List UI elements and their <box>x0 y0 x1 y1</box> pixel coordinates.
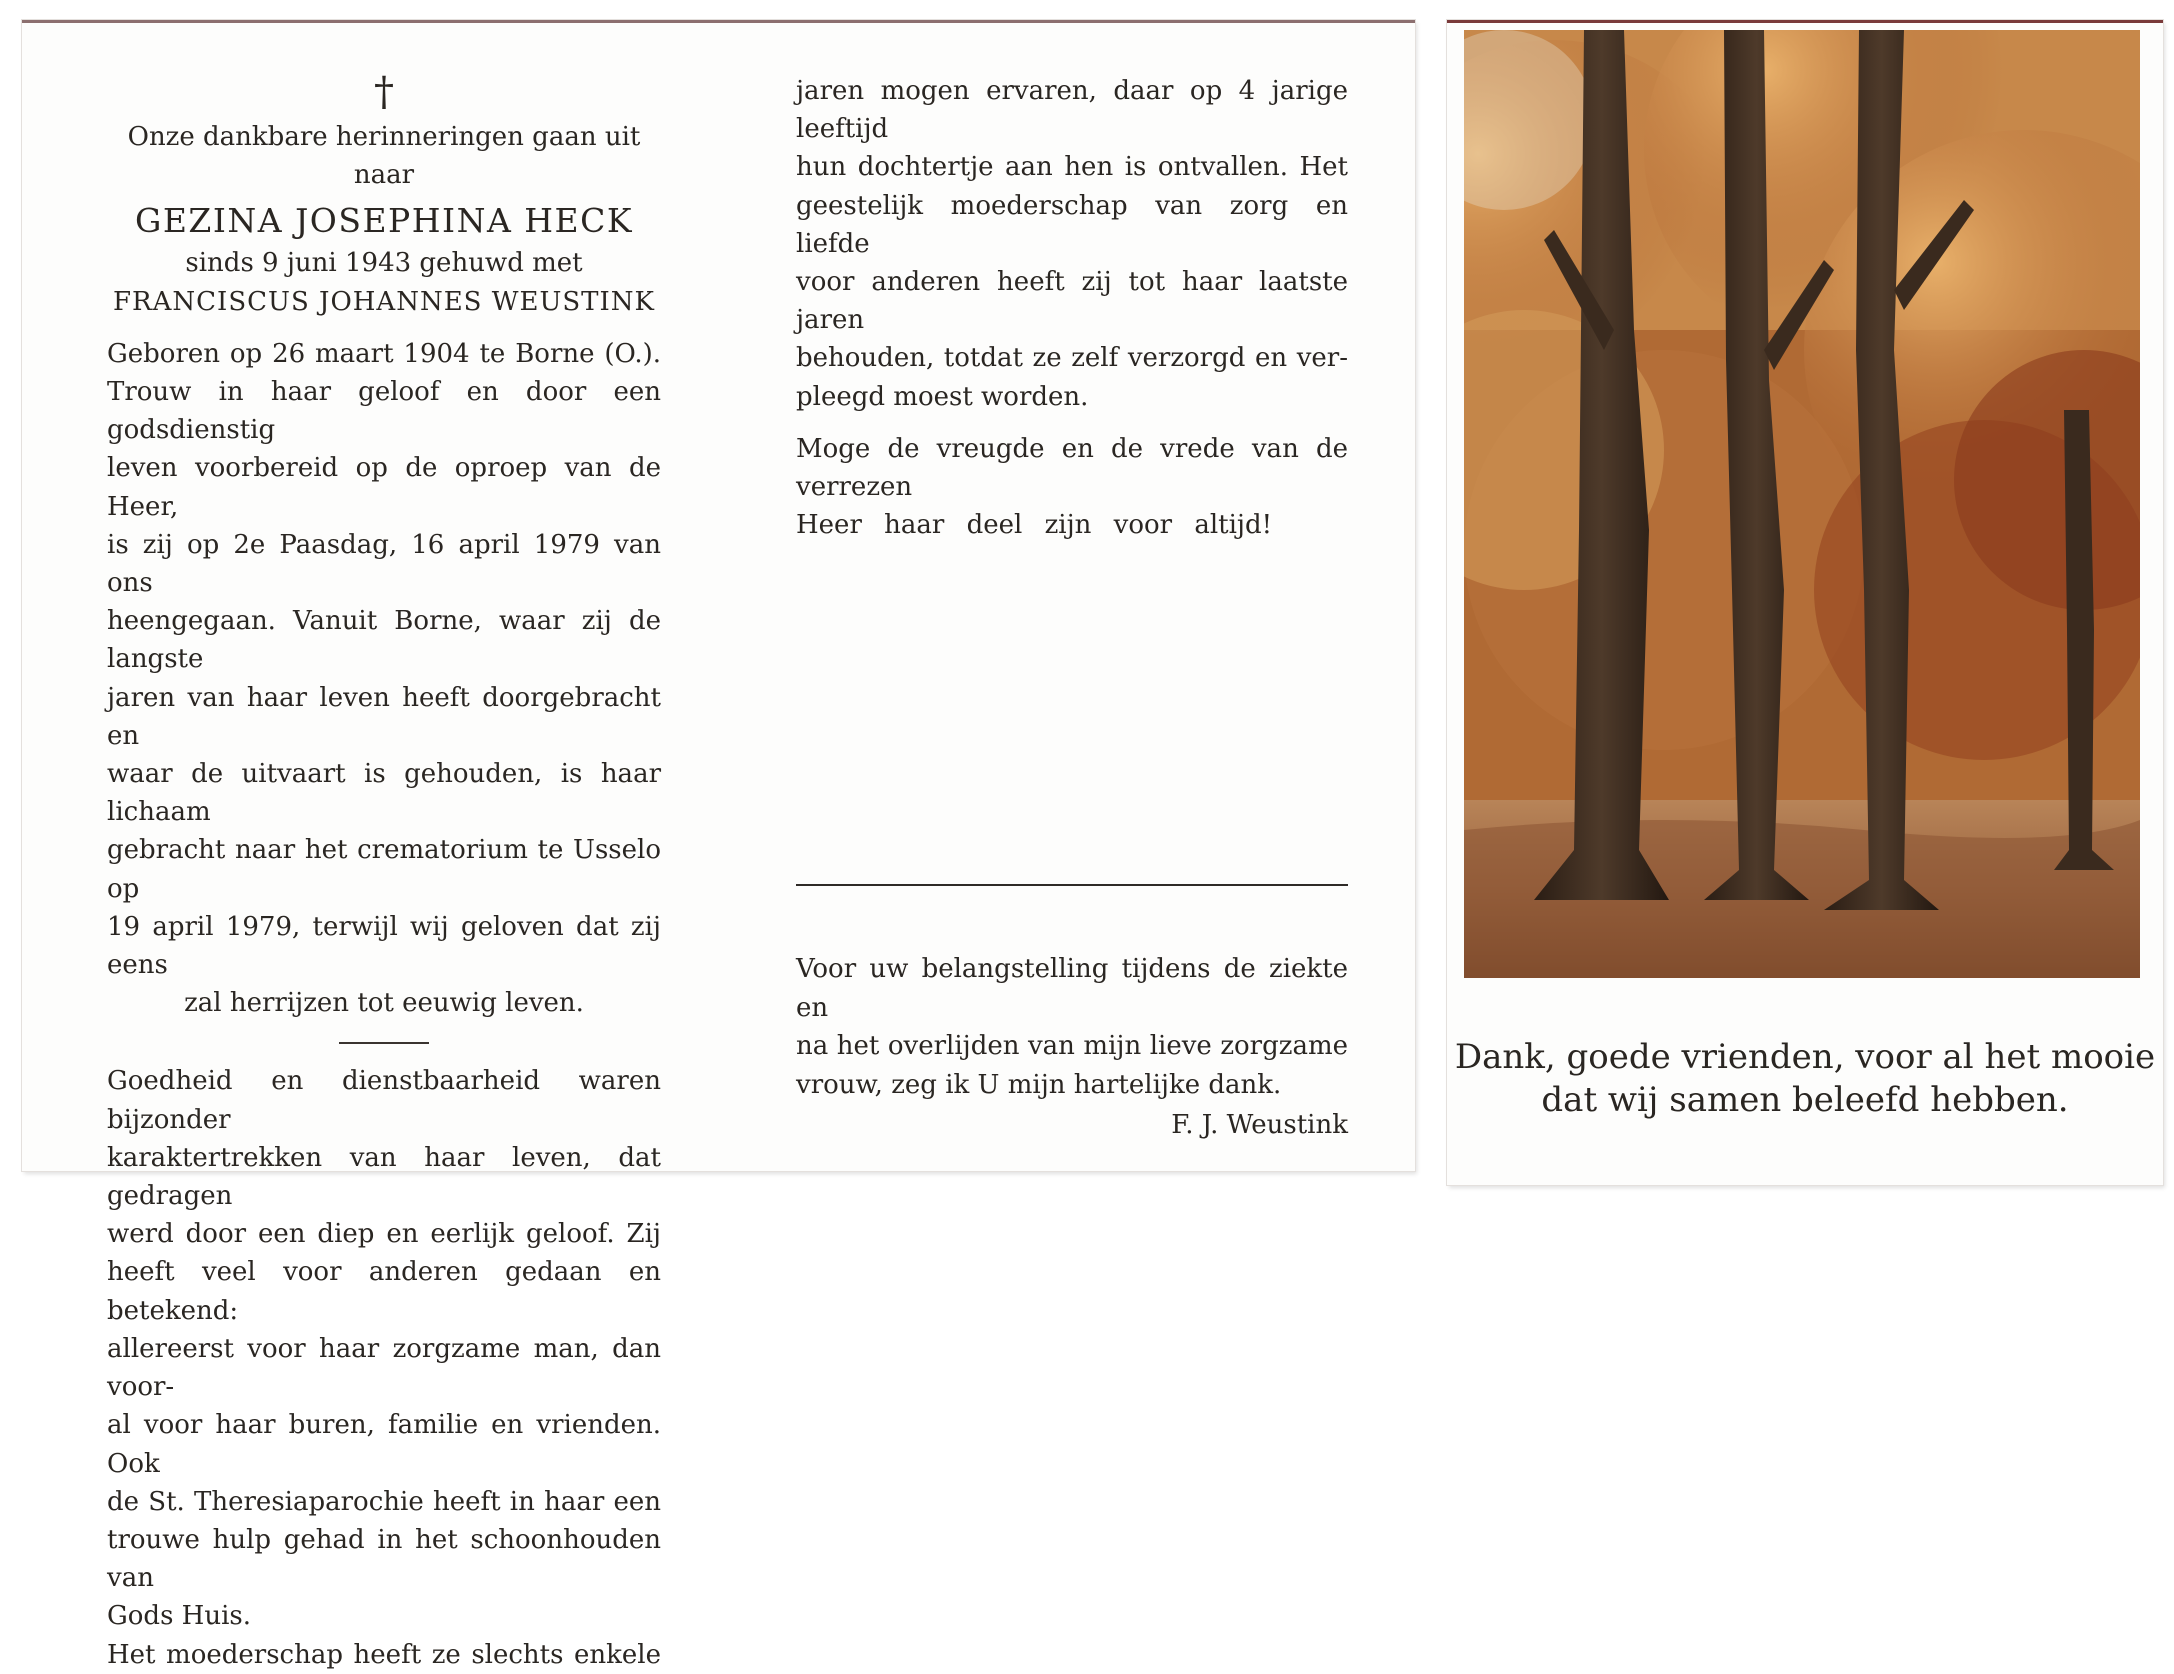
photo-caption <box>1447 1036 2163 1122</box>
character-line: werd door een diep en eerlijk geloof. Zij <box>107 1219 661 1250</box>
biography-paragraph <box>107 335 661 1023</box>
character-line: Goedheid en dienstbaarheid waren bijzonder <box>107 1066 661 1135</box>
autumn-forest-photo <box>1464 30 2140 978</box>
bio-line: jaren van haar leven heeft doorgebracht en <box>107 682 661 751</box>
bio-line: gebracht naar het crematorium te Usselo op <box>107 835 661 904</box>
forest-illustration <box>1464 30 2140 978</box>
character-line: allereerst voor haar zorgzame man, dan voor- <box>107 1333 661 1403</box>
prayer-line: Heer haar deel zijn voor altijd! <box>796 510 1273 541</box>
bio-line: zal herrijzen tot eeuwig leven. <box>184 988 584 1019</box>
long-divider <box>796 884 1348 886</box>
motherhood-paragraph <box>796 72 1348 416</box>
character-line: trouwe hulp gehad in het schoonhouden van <box>107 1524 661 1594</box>
character-line: Gods Huis. <box>107 1601 252 1632</box>
thanks-block <box>796 950 1348 1145</box>
thanks-line: Voor uw belangstelling tijdens de ziekte en <box>796 954 1348 1023</box>
motherhood-line: hun dochtertje aan hen is ontvallen. Het <box>796 152 1348 183</box>
intro-line: Onze dankbare herinneringen gaan uit naar <box>127 122 641 191</box>
right-text-column <box>796 72 1348 544</box>
bio-line: heengegaan. Vanuit Borne, waar zij de langste <box>107 606 661 675</box>
motherhood-line: jaren mogen ervaren, daar op 4 jarige leeftijd <box>796 76 1348 145</box>
bio-line: is zij op 2e Paasdag, 16 april 1979 van ons <box>107 529 661 599</box>
prayer-paragraph <box>796 430 1348 545</box>
bio-line: leven voorbereid op de oproep van de Heer, <box>107 453 661 522</box>
motherhood-line: geestelijk moederschap van zorg en liefde <box>796 190 1348 259</box>
prayer-line: Moge de vreugde en de vrede van de verrezen <box>796 433 1348 503</box>
bio-line: Geboren op 26 maart 1904 te Borne (O.). <box>107 338 661 369</box>
motherhood-line: pleegd moest worden. <box>796 381 1089 412</box>
character-line: karaktertrekken van haar leven, dat gedragen <box>107 1142 661 1212</box>
motherhood-line: behouden, totdat ze zelf verzorgd en ver- <box>796 343 1348 374</box>
bio-line: 19 april 1979, terwijl wij geloven dat zij eens <box>107 911 661 981</box>
deceased-name: GEZINA JOSEPHINA HECK <box>134 201 634 241</box>
cross-icon: † <box>374 69 394 115</box>
bio-line: Trouw in haar geloof en door een godsdienstig <box>107 377 661 446</box>
motherhood-line: voor anderen heeft zij tot haar laatste jaren <box>796 267 1348 336</box>
character-line: heeft veel voor anderen gedaan en betekend: <box>107 1257 661 1326</box>
thanks-line: na het overlijden van mijn lieve zorgzame <box>796 1031 1348 1061</box>
left-text-column <box>107 68 661 1674</box>
married-since-line: sinds 9 juni 1943 gehuwd met <box>185 248 583 279</box>
character-paragraph <box>107 1062 661 1673</box>
spouse-name: FRANCISCUS JOHANNES WEUSTINK <box>113 286 655 317</box>
caption-line: dat wij samen beleefd hebben. <box>1541 1080 2069 1120</box>
short-divider <box>339 1042 429 1044</box>
character-line: al voor haar buren, familie en vrienden. Ook <box>107 1410 661 1479</box>
signature: F. J. Weustink <box>1171 1110 1348 1140</box>
bio-line: waar de uitvaart is gehouden, is haar lichaam <box>107 759 661 828</box>
caption-line: Dank, goede vrienden, voor al het mooie <box>1454 1037 2156 1077</box>
character-line: de St. Theresiaparochie heeft in haar een <box>107 1486 661 1517</box>
thanks-line: vrouw, zeg ik U mijn hartelijke dank. <box>796 1069 1282 1100</box>
character-line: Het moederschap heeft ze slechts enkele <box>107 1639 661 1670</box>
